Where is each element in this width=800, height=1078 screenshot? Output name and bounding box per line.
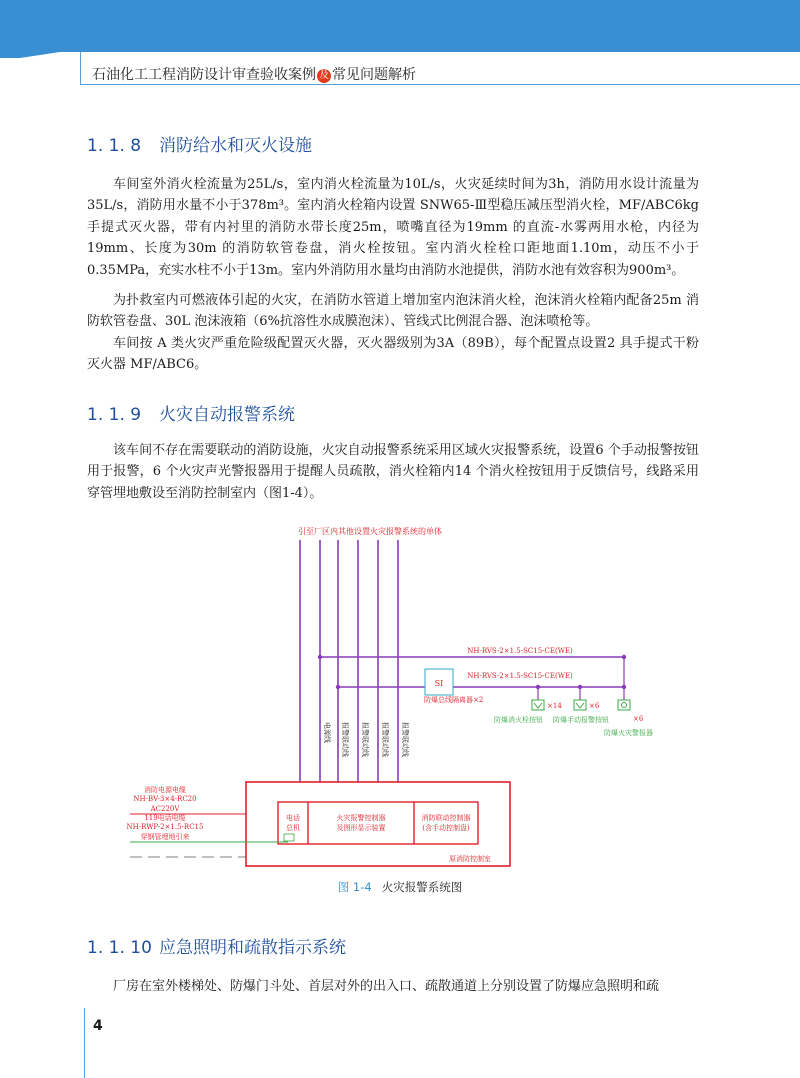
manual-alarm-count: ×6: [589, 702, 600, 710]
header-title-part2: 常见问题解析: [332, 67, 416, 83]
alarm-sounder-mark: [622, 703, 627, 708]
section-title: 应急照明和疏散指示系统: [159, 938, 346, 958]
tel-cable-spec: NH-RWP-2×1.5-RC15: [126, 823, 204, 831]
section-number: 1. 1. 8: [87, 136, 142, 156]
vline-label-link: 报警联动线: [381, 722, 389, 757]
vertical-line-labels: [323, 722, 410, 757]
bus-isolator-symbol: SI: [434, 679, 444, 688]
tel-cable-title: 119电话电缆: [144, 814, 186, 822]
power-cable-voltage: AC220V: [150, 805, 180, 813]
alarm-sounder-label: 防爆火灾警报器: [604, 729, 653, 737]
manual-alarm-label: 防爆手动报警按钮: [553, 716, 609, 724]
vline-label-link: 报警联动线: [341, 722, 349, 757]
vline-label-link: 报警联动线: [361, 722, 369, 757]
hydrant-button-count: ×14: [547, 702, 562, 710]
phone-box-text-1: 电话: [286, 814, 300, 822]
phone-box-text-2: 总机: [286, 824, 300, 832]
bus-cable-label-1: NH-RVS-2×1.5-SC15-CE(WE): [467, 647, 573, 655]
section-title: 火灾自动报警系统: [159, 405, 295, 425]
power-cable-title: 消防电源电缆: [144, 786, 186, 794]
section-number: 1. 1. 10: [87, 938, 152, 958]
header-title-part1: 石油化工工程消防设计审查验收案例: [92, 67, 316, 83]
header-and-badge: 及: [319, 70, 329, 81]
figure-title: 火灾报警系统图: [381, 880, 463, 894]
controller-text-1: 火灾报警控制器: [336, 814, 386, 822]
hydrant-button-label: 防爆消火栓按钮: [494, 716, 543, 724]
controller-text-2: 及图形显示装置: [336, 824, 386, 832]
paragraph: 该车间不存在需要联动的消防设施，火灾自动报警系统采用区域火灾报警系统，设置6 个手动报警按钮用于报警，6 个火灾声光警报器用于提醒人员疏散，消火栓箱内14 个消火栓按钮用于反馈信号，线路采用穿管埋地敷设至消防控制室内（图1-4）。: [87, 443, 699, 501]
bus-isolator-label: 防爆总线隔离器×2: [424, 696, 484, 704]
page-number: 4: [93, 1018, 103, 1034]
vline-label-link: 报警联动线: [401, 722, 409, 757]
bus-cable-label-2: NH-RVS-2×1.5-SC15-CE(WE): [467, 672, 573, 680]
section-heading-1-1-10: [87, 933, 346, 958]
figure-caption: [0, 879, 800, 895]
vline-label-power: 电源线: [323, 722, 331, 743]
paragraph: 车间室外消火栓流量为25L/s，室内消火栓流量为10L/s，火灾延续时间为3h，消防用水设计流量为35L/s，消防用水量不小于378m³。室内消火栓箱内设置 SNW65-Ⅲ型稳压减压型消火栓，MF/ABC6kg 手提式灭火器，带有内衬里的消防水带长度25m，喷嘴直径为19mm 的直流-水雾两用水枪，内径为19mm、长度为30m 的消防软管卷盘，消火栓按钮。室内消火栓栓口距地面1.10m，动压不小于0.35MPa，充实水柱不小于13m。室内外消防用水量均由消防水池提供，消防水池有效容积为900m³。: [87, 177, 699, 278]
footer-vertical-rule: [84, 1008, 85, 1078]
paragraph: 厂房在室外楼梯处、防爆门斗处、首层对外的出入口、疏散通道上分别设置了防爆应急照明和疏: [113, 979, 660, 994]
linkage-text-1: 消防联动控制器: [421, 814, 471, 822]
linkage-text-2: (含手动控制盘): [422, 824, 470, 832]
paragraph: 车间按 A 类火灾严重危险级配置灭火器，灭火器级别为3A（89B），每个配置点设置2 具手提式干粉灭火器 MF/ABC6。: [87, 336, 699, 373]
diagram-top-label: 引至厂区内其他设置火灾报警系统的单体: [298, 527, 442, 536]
power-cable-spec: NH-BV-3×4-RC20: [133, 795, 197, 803]
alarm-sounder-count: ×6: [633, 715, 644, 723]
tel-cable-note: 穿钢管埋地引来: [140, 833, 190, 841]
section-number: 1. 1. 9: [87, 405, 142, 425]
section-title: 消防给水和灭火设施: [159, 136, 312, 156]
figure-number: 图 1-4: [337, 880, 372, 894]
paragraph: 为扑救室内可燃液体引起的火灾，在消防水管道上增加室内泡沫消火栓，泡沫消火栓箱内配备25m 消防软管卷盘、30L 泡沫液箱（6%抗溶性水成膜泡沫）、管线式比例混合器、泡沫喷枪等。: [87, 293, 699, 330]
phone-icon: [284, 834, 294, 841]
control-room-label: 原消防控制室: [449, 855, 491, 863]
